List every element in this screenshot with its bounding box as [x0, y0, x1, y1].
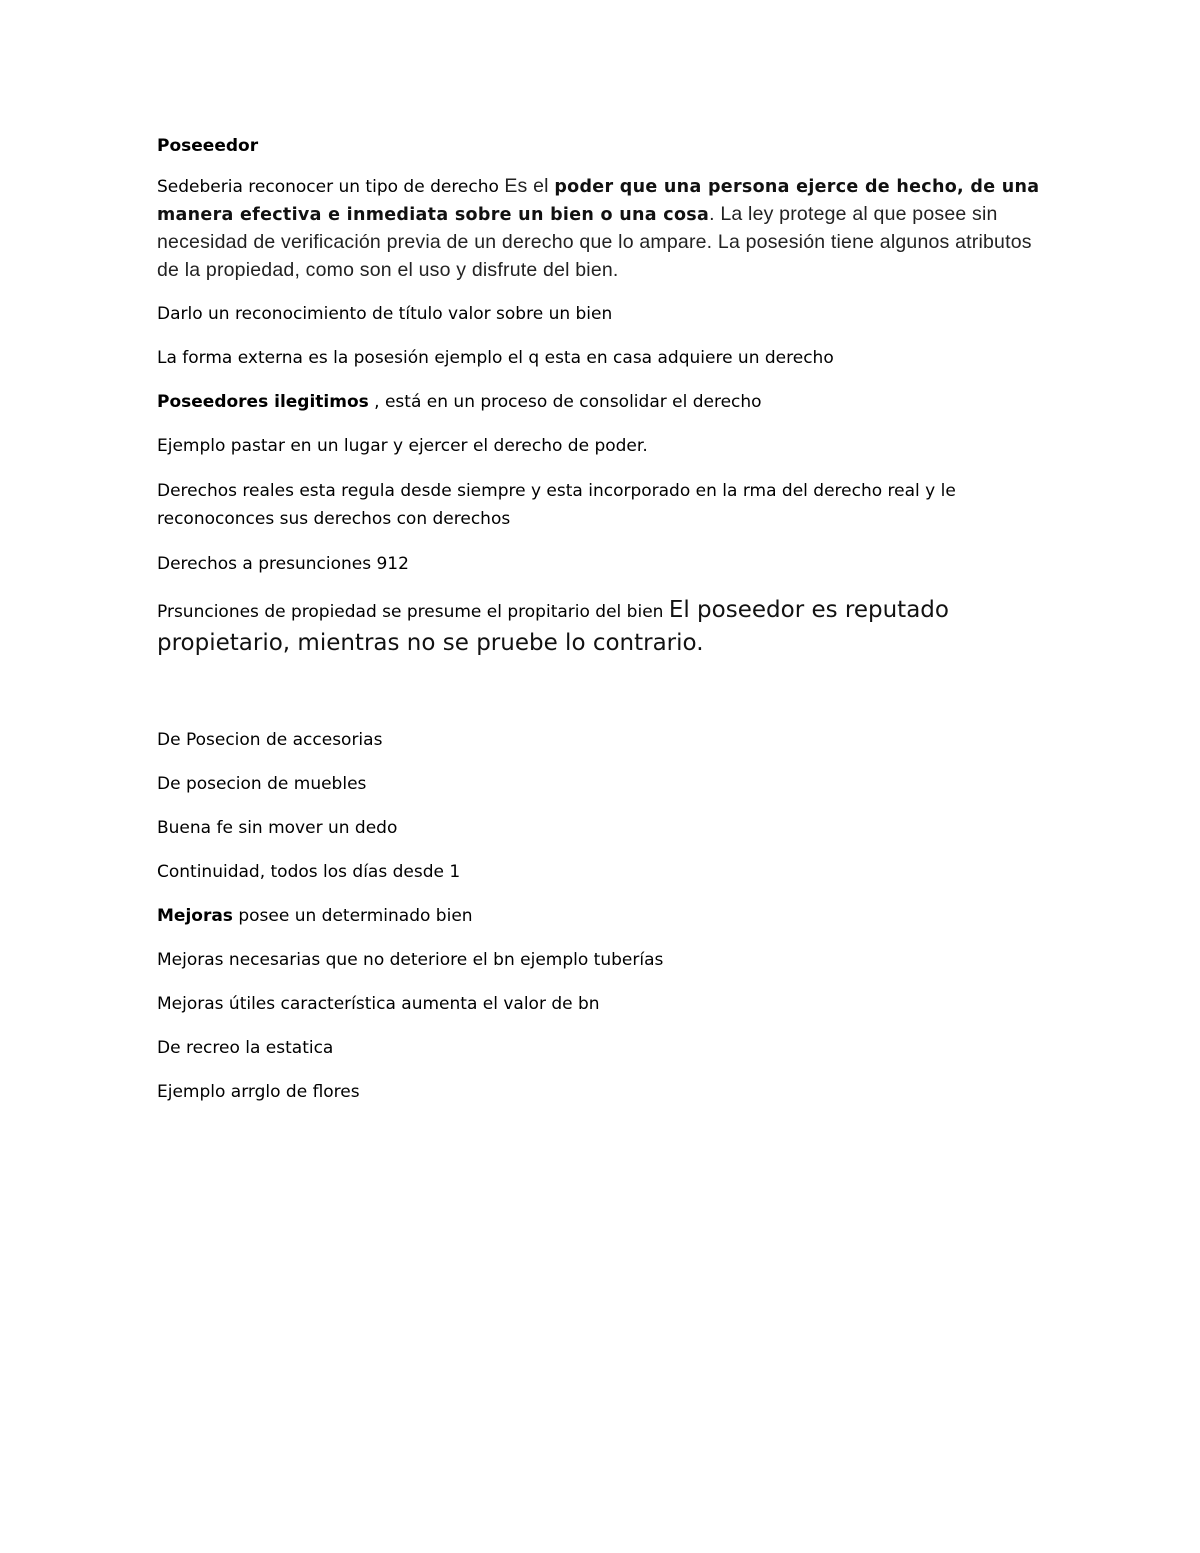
paragraph-derechos-reales: Derechos reales esta regula desde siempre y esta incorporado en la rma del derecho real y le reconoconces sus derechos con derechos	[157, 481, 956, 529]
mejoras-label: Mejoras	[157, 906, 233, 926]
paragraph-definition-rest: . La ley protege al que posee sin necesidad de verificación previa de un derecho que lo ampare. La posesión tiene algunos atributos de la propiedad, como son el uso y disfrute del bien.	[157, 203, 1032, 281]
presunciones-propiedad-quote: El poseedor es reputado propietario, mientras no se pruebe lo contrario.	[157, 597, 949, 656]
paragraph-poseedores-ilegitimos	[157, 389, 1057, 415]
document-body	[157, 133, 1057, 1123]
document-title: Poseeedor	[157, 136, 259, 156]
list-item: Ejemplo arrglo de flores	[157, 1082, 360, 1102]
list-item: Buena fe sin mover un dedo	[157, 818, 398, 838]
list-item: Mejoras necesarias que no deteriore el bn ejemplo tuberías	[157, 950, 664, 970]
list-item: De Posecion de accesorias	[157, 730, 383, 750]
paragraph-definition-intro: Sedeberia reconocer un tipo de derecho	[157, 177, 505, 197]
presunciones-propiedad-text: Prsunciones de propiedad se presume el propitario del bien	[157, 602, 669, 622]
paragraph-ejemplo-pastar: Ejemplo pastar en un lugar y ejercer el derecho de poder.	[157, 436, 648, 456]
list-item: Continuidad, todos los días desde 1	[157, 862, 461, 882]
list-item: De posecion de muebles	[157, 774, 367, 794]
list-item: De recreo la estatica	[157, 1038, 334, 1058]
paragraph-definition	[157, 173, 1057, 285]
paragraph-mejoras	[157, 903, 1057, 929]
poseedores-ilegitimos-text: , está en un proceso de consolidar el derecho	[368, 392, 762, 412]
poseedores-ilegitimos-label: Poseedores ilegitimos	[157, 392, 369, 412]
paragraph-forma-externa: La forma externa es la posesión ejemplo el q esta en casa adquiere un derecho	[157, 348, 834, 368]
paragraph-definition-bold: poder que una persona ejerce de hecho, de una manera efectiva e inmediata sobre un bien o una cosa	[157, 177, 1040, 225]
mejoras-text: posee un determinado bien	[232, 906, 473, 926]
paragraph-presunciones: Derechos a presunciones 912	[157, 554, 409, 574]
paragraph-titulo-valor: Darlo un reconocimiento de título valor sobre un bien	[157, 304, 613, 324]
list-item: Mejoras útiles característica aumenta el valor de bn	[157, 994, 600, 1014]
paragraph-presunciones-propiedad	[157, 595, 1057, 661]
paragraph-definition-es-el: Es el	[504, 175, 555, 197]
